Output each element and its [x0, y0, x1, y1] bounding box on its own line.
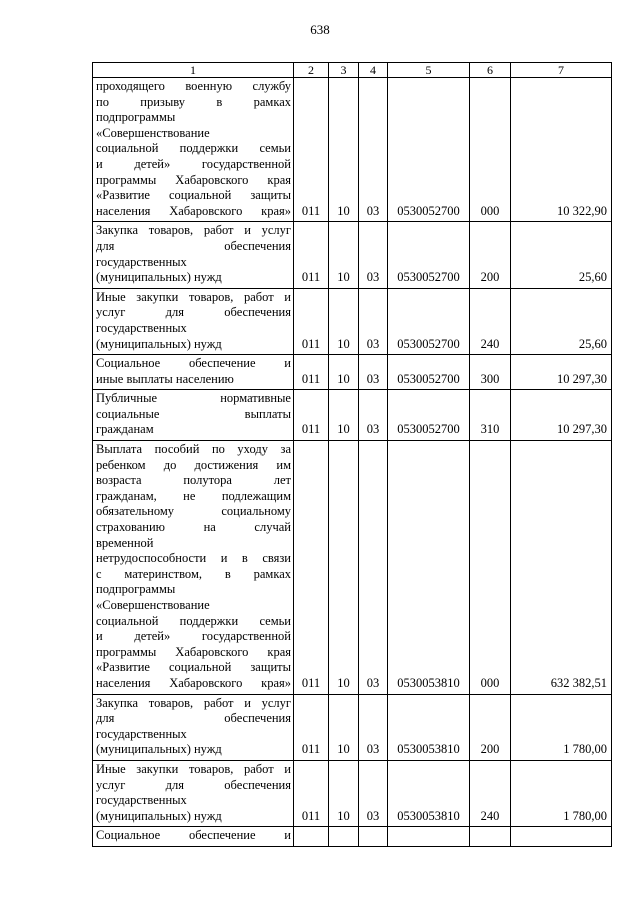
cell-amount: 632 382,51 [511, 441, 612, 695]
budget-table [92, 62, 612, 847]
cell-target-article: 0530052700 [388, 390, 470, 441]
table-row [93, 222, 612, 288]
cell-expense-type: 310 [470, 390, 511, 441]
cell-section [329, 827, 359, 847]
header-row [93, 63, 612, 78]
row-description: Иные закупки товаров, работ и услуг для обеспечения государственных (муниципальных) нужд [93, 288, 294, 354]
header-col-5: 5 [388, 63, 470, 78]
table-row [93, 355, 612, 390]
cell-section: 10 [329, 760, 359, 826]
cell-subsection: 03 [359, 355, 388, 390]
cell-amount: 10 297,30 [511, 390, 612, 441]
cell-section: 10 [329, 78, 359, 222]
table-row [93, 390, 612, 441]
table-row [93, 78, 612, 222]
row-description: Выплата пособий по уходу за ребенком до достижения им возраста полутора лет гражданам, не подлежащим обязательному социальному страхованию на случай временной нетрудоспособности и в связи с материнством, в рамках подпрограммы «Совершенствование социальной поддержки семьи и детей» государственной программы Хабаровского края «Развитие социальной защиты населения Хабаровского края» [93, 441, 294, 695]
row-description: Социальное обеспечение и [93, 827, 294, 847]
cell-ministry: 011 [294, 222, 329, 288]
cell-target-article: 0530053810 [388, 694, 470, 760]
cell-amount: 1 780,00 [511, 694, 612, 760]
cell-target-article: 0530052700 [388, 78, 470, 222]
cell-section: 10 [329, 355, 359, 390]
row-description: Социальное обеспечение и иные выплаты населению [93, 355, 294, 390]
cell-expense-type [470, 827, 511, 847]
cell-subsection: 03 [359, 760, 388, 826]
table-row [93, 760, 612, 826]
cell-subsection: 03 [359, 694, 388, 760]
table-row [93, 441, 612, 695]
cell-target-article: 0530053810 [388, 760, 470, 826]
cell-amount [511, 827, 612, 847]
cell-expense-type: 200 [470, 222, 511, 288]
cell-expense-type: 200 [470, 694, 511, 760]
page-number: 638 [310, 22, 330, 37]
cell-ministry: 011 [294, 760, 329, 826]
cell-amount: 25,60 [511, 222, 612, 288]
row-description: проходящего военную службу по призыву в рамках подпрограммы «Совершенствование социальной поддержки семьи и детей» государственной программы Хабаровского края «Развитие социальной защиты населения Хабаровского края» [93, 78, 294, 222]
cell-subsection: 03 [359, 441, 388, 695]
header-col-1: 1 [93, 63, 294, 78]
table-row [93, 827, 612, 847]
header-col-7: 7 [511, 63, 612, 78]
cell-section: 10 [329, 288, 359, 354]
cell-ministry: 011 [294, 355, 329, 390]
header-col-3: 3 [329, 63, 359, 78]
cell-target-article [388, 827, 470, 847]
cell-section: 10 [329, 441, 359, 695]
cell-amount: 10 297,30 [511, 355, 612, 390]
cell-section: 10 [329, 694, 359, 760]
cell-ministry: 011 [294, 78, 329, 222]
cell-amount: 10 322,90 [511, 78, 612, 222]
cell-amount: 1 780,00 [511, 760, 612, 826]
header-col-4: 4 [359, 63, 388, 78]
cell-ministry: 011 [294, 288, 329, 354]
row-description: Иные закупки товаров, работ и услуг для обеспечения государственных (муниципальных) нужд [93, 760, 294, 826]
cell-ministry: 011 [294, 390, 329, 441]
header-col-2: 2 [294, 63, 329, 78]
cell-expense-type: 000 [470, 78, 511, 222]
cell-expense-type: 300 [470, 355, 511, 390]
cell-subsection: 03 [359, 222, 388, 288]
cell-ministry: 011 [294, 441, 329, 695]
row-description: Закупка товаров, работ и услуг для обеспечения государственных (муниципальных) нужд [93, 694, 294, 760]
table-row [93, 288, 612, 354]
cell-section: 10 [329, 222, 359, 288]
cell-target-article: 0530052700 [388, 288, 470, 354]
cell-target-article: 0530052700 [388, 355, 470, 390]
cell-subsection: 03 [359, 78, 388, 222]
header-col-6: 6 [470, 63, 511, 78]
cell-target-article: 0530052700 [388, 222, 470, 288]
cell-expense-type: 240 [470, 760, 511, 826]
cell-expense-type: 000 [470, 441, 511, 695]
cell-target-article: 0530053810 [388, 441, 470, 695]
cell-section: 10 [329, 390, 359, 441]
cell-amount: 25,60 [511, 288, 612, 354]
row-description: Публичные нормативные социальные выплаты гражданам [93, 390, 294, 441]
cell-ministry [294, 827, 329, 847]
cell-subsection: 03 [359, 390, 388, 441]
cell-subsection: 03 [359, 288, 388, 354]
cell-ministry: 011 [294, 694, 329, 760]
cell-expense-type: 240 [470, 288, 511, 354]
row-description: Закупка товаров, работ и услуг для обеспечения государственных (муниципальных) нужд [93, 222, 294, 288]
cell-subsection [359, 827, 388, 847]
table-row [93, 694, 612, 760]
